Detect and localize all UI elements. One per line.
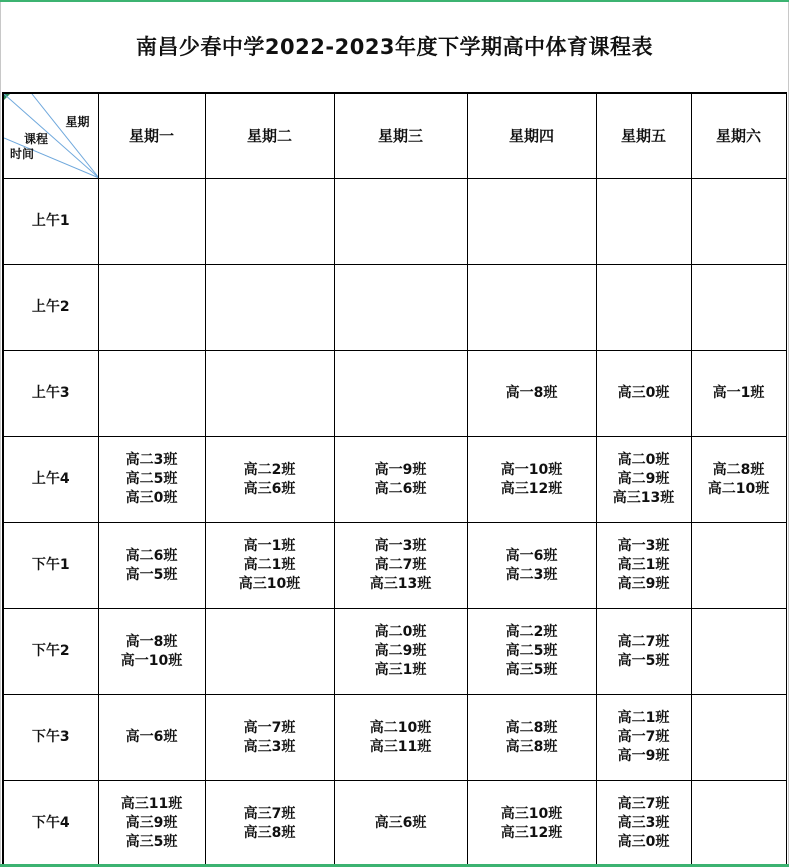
schedule-cell (334, 265, 467, 351)
period-label: 下午2 (3, 609, 98, 695)
schedule-cell (467, 781, 596, 867)
class-entry: 高二3班 (125, 452, 178, 468)
day-header-thu: 星期四 (467, 93, 596, 179)
schedule-cell (691, 609, 786, 695)
corner-course-label: 课程 (24, 132, 49, 146)
period-row (3, 179, 786, 265)
period-label: 上午1 (3, 179, 98, 265)
corner-week-label: 星期 (65, 115, 90, 129)
class-entry: 高二9班 (374, 643, 427, 659)
class-entry: 高二10班 (369, 719, 432, 736)
class-entry: 高三10班 (238, 576, 301, 592)
class-entry: 高二7班 (374, 557, 427, 573)
period-row (3, 351, 786, 437)
class-entry: 高一6班 (505, 547, 558, 564)
schedule-cell (467, 609, 596, 695)
class-entry: 高一6班 (125, 729, 178, 745)
schedule-cell (596, 179, 691, 265)
schedule-cell (467, 523, 596, 609)
class-entry: 高三9班 (617, 576, 670, 592)
class-entry: 高一8班 (505, 385, 558, 401)
class-entry: 高三1班 (374, 662, 427, 678)
class-entry: 高二5班 (505, 643, 558, 659)
schedule-cell (334, 695, 467, 781)
schedule-cell (334, 437, 467, 523)
schedule-cell (691, 781, 786, 867)
class-entry: 高三11班 (120, 796, 183, 812)
class-entry: 高三0班 (617, 385, 670, 401)
class-entry: 高三5班 (505, 662, 558, 678)
schedule-table (2, 92, 787, 867)
header-row (3, 93, 786, 179)
class-entry: 高二8班 (712, 461, 765, 478)
period-label: 上午3 (3, 351, 98, 437)
schedule-cell (98, 351, 205, 437)
class-entry: 高二7班 (617, 633, 670, 650)
class-entry: 高三13班 (369, 576, 432, 592)
period-row (3, 523, 786, 609)
period-row (3, 695, 786, 781)
period-label: 下午1 (3, 523, 98, 609)
schedule-cell (596, 609, 691, 695)
class-entry: 高一10班 (120, 652, 183, 669)
class-entry: 高三10班 (500, 805, 563, 822)
schedule-cell (98, 179, 205, 265)
schedule-cell (205, 179, 334, 265)
class-entry: 高一7班 (243, 719, 296, 736)
schedule-cell (205, 265, 334, 351)
page-title: 南昌少春中学2022-2023年度下学期高中体育课程表 (135, 35, 654, 59)
schedule-cell (98, 781, 205, 867)
class-entry: 高三12班 (500, 480, 563, 497)
schedule-cell (691, 351, 786, 437)
schedule-cell (205, 523, 334, 609)
class-entry: 高三6班 (243, 480, 296, 497)
schedule-cell (334, 781, 467, 867)
class-entry: 高三13班 (612, 490, 675, 506)
class-entry: 高三8班 (243, 824, 296, 841)
class-entry: 高一3班 (617, 538, 670, 554)
corner-diagonal-lines (4, 94, 98, 178)
day-header-tue: 星期二 (205, 93, 334, 179)
class-entry: 高一7班 (617, 729, 670, 745)
class-entry: 高二3班 (505, 566, 558, 583)
day-header-fri: 星期五 (596, 93, 691, 179)
class-entry: 高一9班 (617, 748, 670, 764)
schedule-cell (691, 695, 786, 781)
period-row (3, 437, 786, 523)
schedule-cell (98, 265, 205, 351)
schedule-cell (334, 179, 467, 265)
schedule-cell (467, 695, 596, 781)
schedule-cell (691, 523, 786, 609)
schedule-cell (596, 437, 691, 523)
schedule-cell (596, 695, 691, 781)
class-entry: 高一1班 (712, 385, 765, 401)
class-entry: 高二0班 (617, 452, 670, 468)
class-entry: 高三11班 (369, 738, 432, 755)
class-entry: 高二1班 (617, 710, 670, 726)
class-entry: 高一3班 (374, 538, 427, 554)
class-entry: 高三7班 (243, 805, 296, 822)
class-entry: 高三0班 (125, 490, 178, 506)
class-entry: 高三9班 (125, 815, 178, 831)
class-entry: 高三3班 (243, 738, 296, 755)
corner-time-label: 时间 (10, 147, 35, 161)
schedule-cell (205, 609, 334, 695)
class-entry: 高二1班 (243, 557, 296, 573)
schedule-cell (334, 351, 467, 437)
schedule-cell (691, 437, 786, 523)
schedule-cell (691, 179, 786, 265)
class-entry: 高三0班 (617, 834, 670, 850)
class-entry: 高二8班 (505, 719, 558, 736)
period-label: 上午2 (3, 265, 98, 351)
schedule-cell (205, 351, 334, 437)
class-entry: 高二0班 (374, 624, 427, 640)
class-entry: 高二6班 (125, 547, 178, 564)
schedule-cell (98, 523, 205, 609)
schedule-cell (98, 609, 205, 695)
class-entry: 高二2班 (243, 461, 296, 478)
schedule-cell (205, 437, 334, 523)
class-entry: 高二9班 (617, 471, 670, 487)
period-label: 下午4 (3, 781, 98, 867)
class-entry: 高一8班 (125, 633, 178, 650)
schedule-cell (467, 351, 596, 437)
class-entry: 高三1班 (617, 557, 670, 573)
schedule-cell (205, 695, 334, 781)
period-row (3, 609, 786, 695)
class-entry: 高一9班 (374, 461, 427, 478)
schedule-cell (596, 265, 691, 351)
schedule-body (3, 179, 786, 867)
day-header-mon: 星期一 (98, 93, 205, 179)
class-entry: 高三6班 (374, 815, 427, 831)
class-entry: 高一5班 (617, 652, 670, 669)
class-entry: 高二5班 (125, 471, 178, 487)
class-entry: 高三5班 (125, 834, 178, 850)
class-entry: 高一5班 (125, 566, 178, 583)
schedule-cell (596, 351, 691, 437)
class-entry: 高三7班 (617, 796, 670, 812)
schedule-cell (596, 781, 691, 867)
schedule-cell (467, 265, 596, 351)
schedule-cell (334, 609, 467, 695)
schedule-cell (596, 523, 691, 609)
class-entry: 高一1班 (243, 538, 296, 554)
corner-header-cell (3, 93, 98, 179)
period-row (3, 781, 786, 867)
schedule-cell (98, 437, 205, 523)
class-entry: 高三3班 (617, 815, 670, 831)
day-header-wed: 星期三 (334, 93, 467, 179)
schedule-cell (205, 781, 334, 867)
period-label: 下午3 (3, 695, 98, 781)
class-entry: 高二6班 (374, 480, 427, 497)
period-row (3, 265, 786, 351)
class-entry: 高二10班 (707, 480, 770, 497)
class-entry: 高三8班 (505, 738, 558, 755)
day-header-sat: 星期六 (691, 93, 786, 179)
class-entry: 高一10班 (500, 461, 563, 478)
class-entry: 高三12班 (500, 824, 563, 841)
schedule-cell (98, 695, 205, 781)
period-label: 上午4 (3, 437, 98, 523)
schedule-cell (334, 523, 467, 609)
schedule-cell (467, 179, 596, 265)
diagonal-line-1 (4, 94, 98, 178)
schedule-cell (691, 265, 786, 351)
schedule-cell (467, 437, 596, 523)
class-entry: 高二2班 (505, 624, 558, 640)
